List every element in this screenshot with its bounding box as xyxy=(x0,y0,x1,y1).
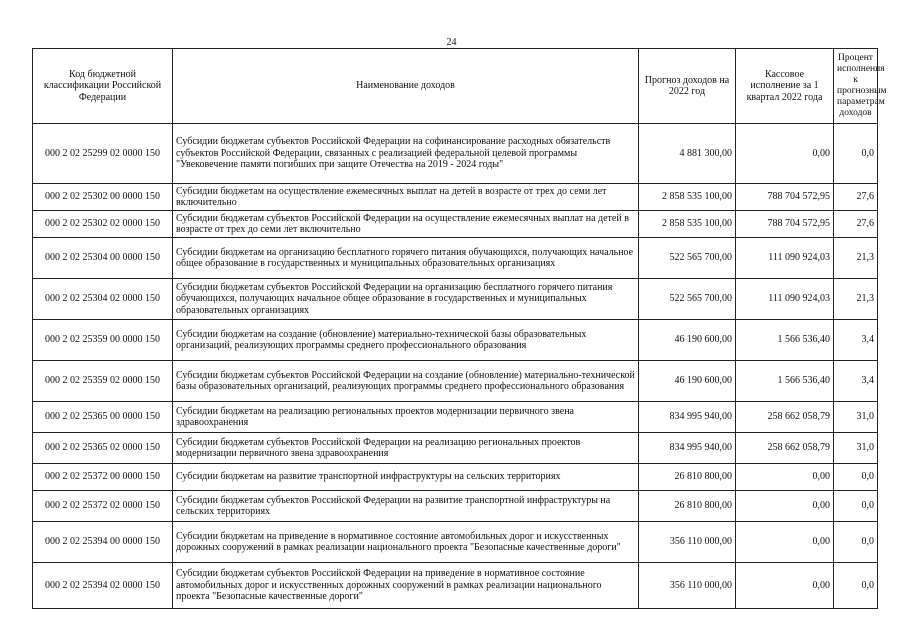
cell-name: Субсидии бюджетам на осуществление ежемесячных выплат на детей в возрасте от трех до семи лет включительно xyxy=(173,184,639,211)
header-code: Код бюджетной классификации Российской Федерации xyxy=(33,49,173,124)
table-row xyxy=(33,491,878,522)
cell-code: 000 2 02 25359 02 0000 150 xyxy=(33,361,173,402)
table-row xyxy=(33,184,878,211)
cell-forecast: 2 858 535 100,00 xyxy=(639,184,736,211)
cell-executed: 258 662 058,79 xyxy=(736,402,834,433)
cell-name: Субсидии бюджетам на приведение в нормативное состояние автомобильных дорог и искусственных дорожных сооружений в рамках реализации национального проекта "Безопасные качественные дороги" xyxy=(173,522,639,563)
revenue-table xyxy=(32,48,887,609)
cell-percent: 0,0 xyxy=(834,491,878,522)
table-row xyxy=(33,402,878,433)
cell-percent: 3,4 xyxy=(834,361,878,402)
cell-name: Субсидии бюджетам субъектов Российской Федерации на реализацию региональных проектов модернизации первичного звена здравоохранения xyxy=(173,433,639,464)
cell-code: 000 2 02 25365 00 0000 150 xyxy=(33,402,173,433)
cell-code: 000 2 02 25394 02 0000 150 xyxy=(33,563,173,609)
cell-percent: 27,6 xyxy=(834,211,878,238)
table-row xyxy=(33,563,878,609)
table-row xyxy=(33,238,878,279)
cell-code: 000 2 02 25394 00 0000 150 xyxy=(33,522,173,563)
table-row xyxy=(33,124,878,184)
cell-percent: 0,0 xyxy=(834,464,878,491)
cell-forecast: 2 858 535 100,00 xyxy=(639,211,736,238)
cell-name: Субсидии бюджетам субъектов Российской Федерации на развитие транспортной инфраструктуры на сельских территориях xyxy=(173,491,639,522)
cell-executed: 788 704 572,95 xyxy=(736,211,834,238)
cell-code: 000 2 02 25304 02 0000 150 xyxy=(33,279,173,320)
cell-code: 000 2 02 25302 00 0000 150 xyxy=(33,184,173,211)
header-percent: Процент исполнения к прогнозным параметрам доходов xyxy=(834,49,878,124)
cell-forecast: 834 995 940,00 xyxy=(639,433,736,464)
table-row xyxy=(33,211,878,238)
cell-executed: 0,00 xyxy=(736,491,834,522)
cell-name: Субсидии бюджетам субъектов Российской Федерации на софинансирование расходных обязательств субъектов Российской Федерации, связанных с реализацией федеральной целевой программы "Увековечение памяти погибших при защите Отечества на 2019 - 2024 годы" xyxy=(173,124,639,184)
cell-code: 000 2 02 25359 00 0000 150 xyxy=(33,320,173,361)
table-body xyxy=(33,124,878,609)
cell-name: Субсидии бюджетам субъектов Российской Федерации на создание (обновление) материально-технической базы образовательных организаций, реализующих программы среднего профессионального образования xyxy=(173,361,639,402)
cell-forecast: 522 565 700,00 xyxy=(639,279,736,320)
header-name: Наименование доходов xyxy=(173,49,639,124)
cell-code: 000 2 02 25304 00 0000 150 xyxy=(33,238,173,279)
cell-forecast: 834 995 940,00 xyxy=(639,402,736,433)
cell-forecast: 356 110 000,00 xyxy=(639,563,736,609)
cell-executed: 0,00 xyxy=(736,563,834,609)
cell-executed: 1 566 536,40 xyxy=(736,361,834,402)
cell-code: 000 2 02 25372 02 0000 150 xyxy=(33,491,173,522)
cell-executed: 111 090 924,03 xyxy=(736,279,834,320)
cell-name: Субсидии бюджетам на развитие транспортной инфраструктуры на сельских территориях xyxy=(173,464,639,491)
cell-forecast: 26 810 800,00 xyxy=(639,491,736,522)
cell-forecast: 46 190 600,00 xyxy=(639,361,736,402)
page-number: 24 xyxy=(446,37,457,48)
cell-name: Субсидии бюджетам на реализацию региональных проектов модернизации первичного звена здравоохранения xyxy=(173,402,639,433)
header-executed: Кассовое исполнение за 1 квартал 2022 года xyxy=(736,49,834,124)
cell-forecast: 26 810 800,00 xyxy=(639,464,736,491)
cell-forecast: 4 881 300,00 xyxy=(639,124,736,184)
cell-forecast: 46 190 600,00 xyxy=(639,320,736,361)
cell-percent: 31,0 xyxy=(834,402,878,433)
table-row xyxy=(33,433,878,464)
cell-percent: 27,6 xyxy=(834,184,878,211)
cell-code: 000 2 02 25365 02 0000 150 xyxy=(33,433,173,464)
cell-executed: 111 090 924,03 xyxy=(736,238,834,279)
cell-percent: 0,0 xyxy=(834,124,878,184)
cell-name: Субсидии бюджетам на создание (обновление) материально-технической базы образовательных организаций, реализующих программы среднего профессионального образования xyxy=(173,320,639,361)
cell-code: 000 2 02 25372 00 0000 150 xyxy=(33,464,173,491)
cell-percent: 0,0 xyxy=(834,522,878,563)
cell-name: Субсидии бюджетам субъектов Российской Федерации на осуществление ежемесячных выплат на детей в возрасте от трех до семи лет включительно xyxy=(173,211,639,238)
header-forecast: Прогноз доходов на 2022 год xyxy=(639,49,736,124)
table-row xyxy=(33,320,878,361)
cell-name: Субсидии бюджетам субъектов Российской Федерации на приведение в нормативное состояние автомобильных дорог и искусственных дорожных сооружений в рамках реализации национального проекта "Безопасные качественные дороги" xyxy=(173,563,639,609)
cell-percent: 21,3 xyxy=(834,279,878,320)
table-row xyxy=(33,464,878,491)
cell-code: 000 2 02 25302 02 0000 150 xyxy=(33,211,173,238)
cell-percent: 0,0 xyxy=(834,563,878,609)
cell-code: 000 2 02 25299 02 0000 150 xyxy=(33,124,173,184)
cell-executed: 0,00 xyxy=(736,124,834,184)
cell-forecast: 356 110 000,00 xyxy=(639,522,736,563)
cell-name: Субсидии бюджетам субъектов Российской Федерации на организацию бесплатного горячего питания обучающихся, получающих начальное общее образование в государственных и муниципальных образовательных организациях xyxy=(173,279,639,320)
cell-percent: 3,4 xyxy=(834,320,878,361)
table-row xyxy=(33,279,878,320)
cell-percent: 21,3 xyxy=(834,238,878,279)
cell-name: Субсидии бюджетам на организацию бесплатного горячего питания обучающихся, получающих начальное общее образование в государственных и муниципальных образовательных организациях xyxy=(173,238,639,279)
table-header-row xyxy=(33,49,878,124)
cell-executed: 1 566 536,40 xyxy=(736,320,834,361)
cell-executed: 258 662 058,79 xyxy=(736,433,834,464)
cell-executed: 0,00 xyxy=(736,522,834,563)
cell-executed: 788 704 572,95 xyxy=(736,184,834,211)
cell-executed: 0,00 xyxy=(736,464,834,491)
cell-forecast: 522 565 700,00 xyxy=(639,238,736,279)
table-row xyxy=(33,522,878,563)
cell-percent: 31,0 xyxy=(834,433,878,464)
table-row xyxy=(33,361,878,402)
